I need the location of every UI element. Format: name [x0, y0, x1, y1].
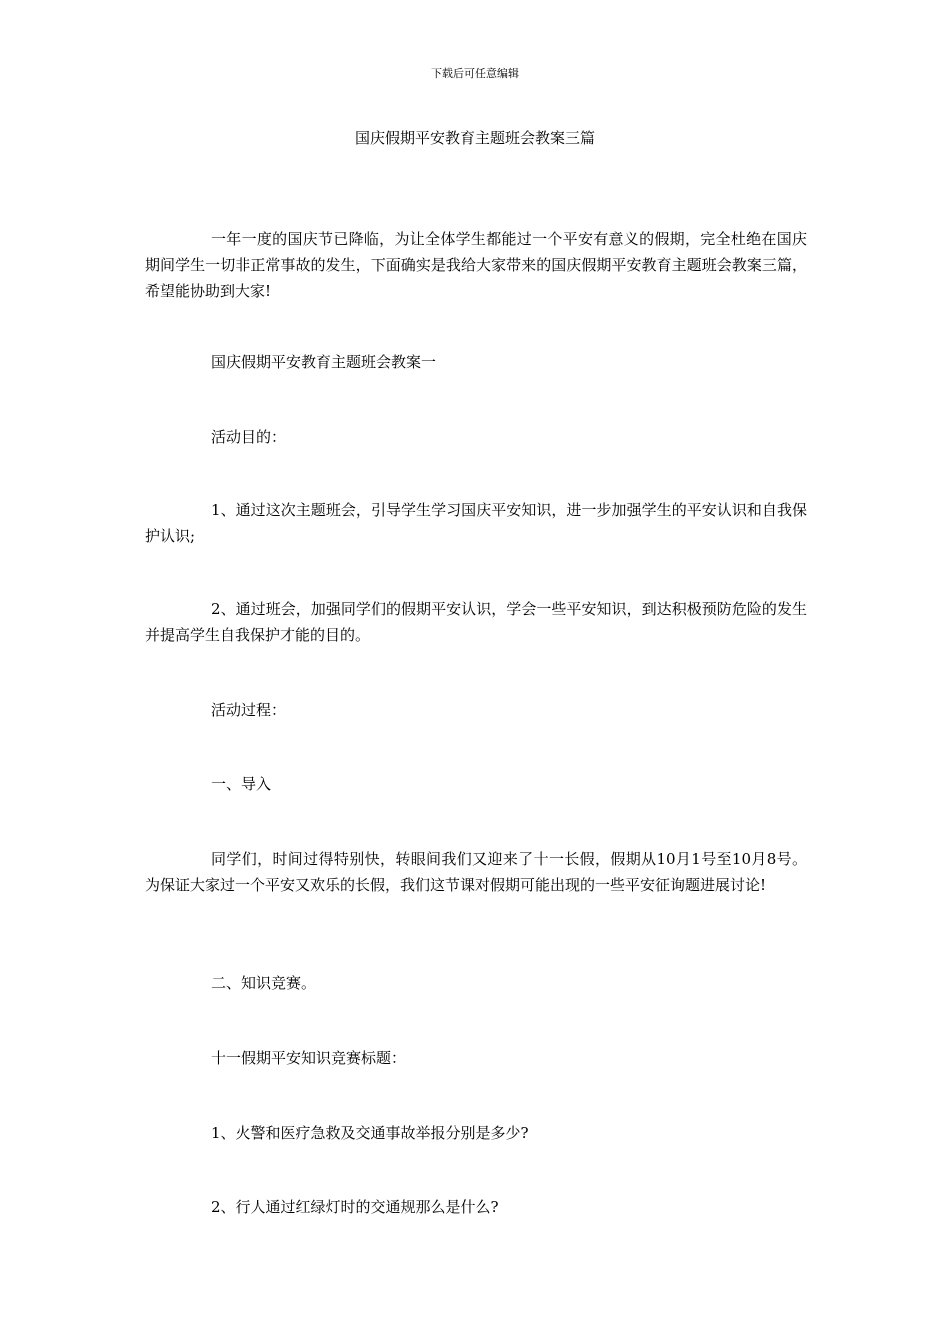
goal-item-2: 2、通过班会，加强同学们的假期平安认识，学会一些平安知识，到达积极预防危险的发生并提高学生自我保护才能的目的。 — [145, 600, 807, 644]
introduction-paragraph: 同学们，时间过得特别快，转眼间我们又迎来了十一长假，假期从10月1号至10月8号。为保证大家过一个平安又欢乐的长假，我们这节课对假期可能出现的一些平安征询题进展讨论! — [145, 850, 807, 894]
heading-activity-process: 活动过程： — [211, 701, 287, 719]
intro-paragraph: 一年一度的国庆节已降临，为让全体学生都能过一个平安有意义的假期，完全杜绝在国庆期间学生一切非正常事故的发生，下面确实是我给大家带来的国庆假期平安教育主题班会教案三篇，希望能协助到大家! — [145, 230, 807, 300]
quiz-question-1: 1、火警和医疗急救及交通事故举报分别是多少? — [211, 1124, 529, 1142]
step-heading-introduction: 一、导入 — [211, 775, 272, 793]
goal-item-1: 1、通过这次主题班会，引导学生学习国庆平安知识，进一步加强学生的平安认识和自我保护认识; — [145, 501, 807, 545]
quiz-question-2: 2、行人通过红绿灯时的交通规那么是什么? — [211, 1198, 499, 1216]
quiz-title: 十一假期平安知识竞赛标题： — [211, 1049, 407, 1067]
section-heading-lesson-one: 国庆假期平安教育主题班会教案一 — [211, 353, 437, 371]
step-heading-quiz: 二、知识竞赛。 — [211, 974, 317, 992]
header-note: 下载后可任意编辑 — [431, 67, 519, 80]
document-title: 国庆假期平安教育主题班会教案三篇 — [354, 129, 595, 147]
heading-activity-goals: 活动目的： — [211, 428, 287, 446]
